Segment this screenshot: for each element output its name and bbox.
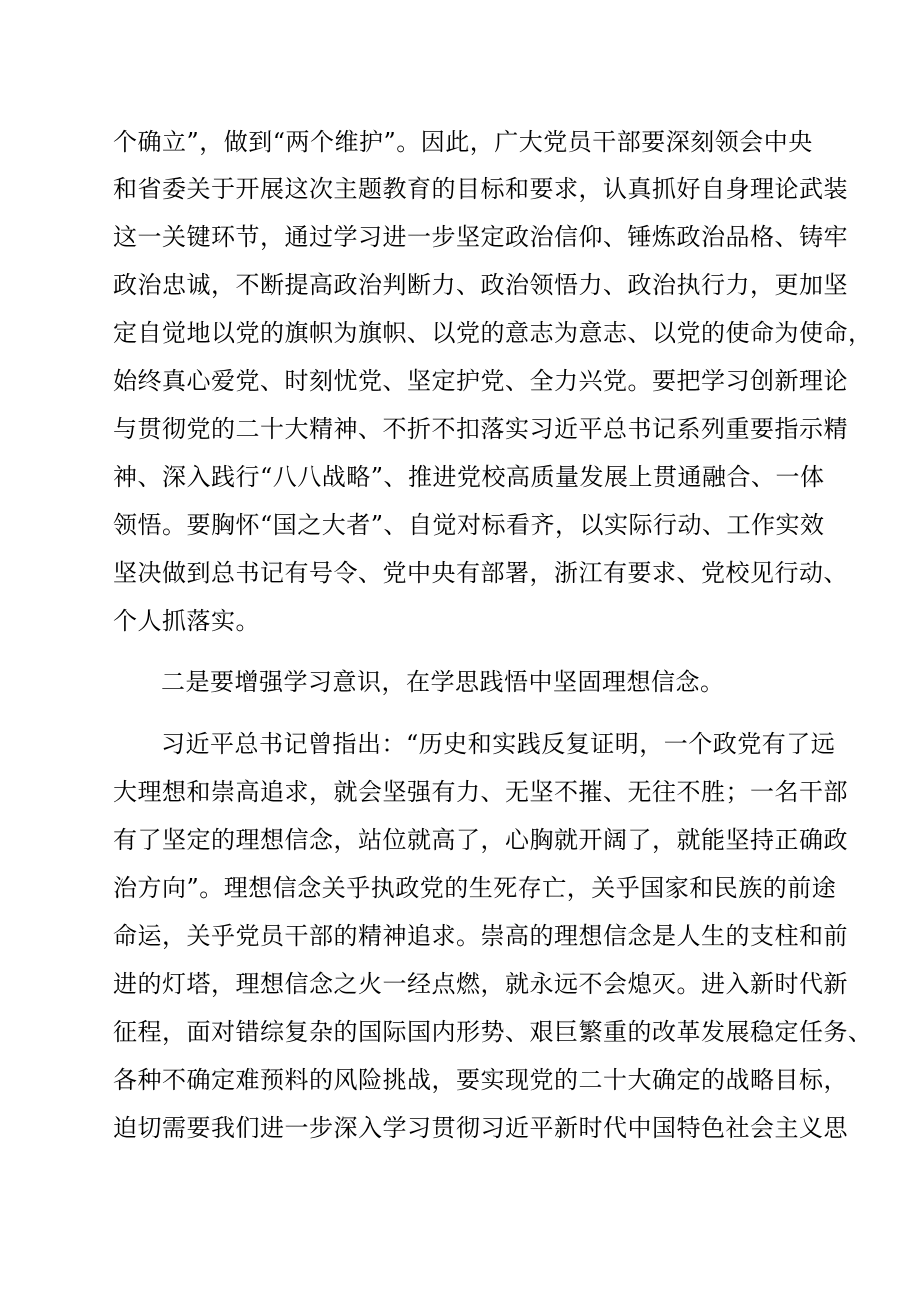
paragraph2-line-2: 大理想和崇高追求，就会坚强有力、无坚不摧、无往不胜；一名干部: [113, 778, 848, 806]
paragraph1-line-1: 个确立”，做到“两个维护”。因此，广大党员干部要深刻领会中央: [113, 128, 813, 156]
paragraph1-line-11: 个人抓落实。: [113, 607, 260, 635]
paragraph1-line-5: 定自觉地以党的旗帜为旗帜、以党的意志为意志、以党的使命为使命，: [113, 319, 873, 347]
document-body: [113, 0, 873, 1301]
paragraph2-line-8: 各种不确定难预料的风险挑战，要实现党的二十大确定的战略目标，: [113, 1066, 848, 1094]
paragraph2-line-4: 治方向”。理想信念关乎执政党的生死存亡，关乎国家和民族的前途: [113, 874, 837, 902]
paragraph2-line-5: 命运，关乎党员干部的精神追求。崇高的理想信念是人生的支柱和前: [113, 922, 848, 950]
paragraph2-line-1: 习近平总书记曾指出：“历史和实践反复证明，一个政党有了远: [161, 730, 836, 758]
paragraph1-line-6: 始终真心爱党、时刻忧党、坚定护党、全力兴党。要把学习创新理论: [113, 367, 848, 395]
paragraph2-line-9: 迫切需要我们进一步深入学习贯彻习近平新时代中国特色社会主义思: [113, 1114, 848, 1142]
paragraph1-line-9: 领悟。要胸怀“国之大者”、自觉对标看齐，以实际行动、工作实效: [113, 511, 825, 539]
paragraph2-line-6: 进的灯塔，理想信念之火一经点燃，就永远不会熄灭。进入新时代新: [113, 970, 848, 998]
paragraph1-line-7: 与贯彻党的二十大精神、不折不扣落实习近平总书记系列重要指示精: [113, 415, 848, 443]
paragraph1-line-3: 这一关键环节，通过学习进一步坚定政治信仰、锤炼政治品格、铸牢: [113, 223, 848, 251]
paragraph1-line-2: 和省委关于开展这次主题教育的目标和要求，认真抓好自身理论武装: [113, 175, 848, 203]
paragraph2-line-3: 有了坚定的理想信念，站位就高了，心胸就开阔了，就能坚持正确政: [113, 826, 848, 854]
paragraph1-line-4: 政治忠诚，不断提高政治判断力、政治领悟力、政治执行力，更加坚: [113, 271, 848, 299]
section-heading: 二是要增强学习意识，在学思践悟中坚固理想信念。: [161, 668, 725, 696]
paragraph1-line-10: 坚决做到总书记有号令、党中央有部署，浙江有要求、党校见行动、: [113, 559, 848, 587]
paragraph2-line-7: 征程，面对错综复杂的国际国内形势、艰巨繁重的改革发展稳定任务、: [113, 1018, 873, 1046]
paragraph1-line-8: 神、深入践行“八八战略”、推进党校高质量发展上贯通融合、一体: [113, 463, 825, 491]
